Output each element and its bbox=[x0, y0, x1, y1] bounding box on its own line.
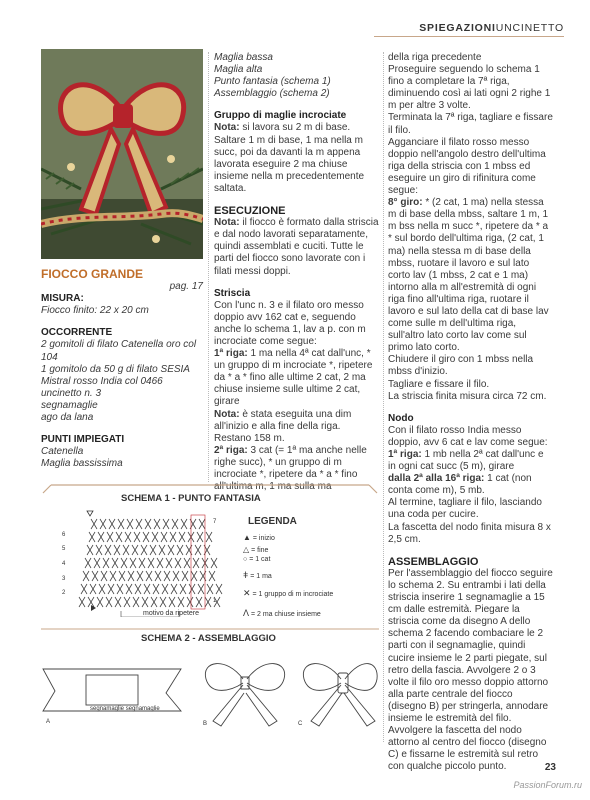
nodo-intro: Con il filato rosso India messo doppio, avv 6 cat e lav come segue: bbox=[388, 424, 548, 448]
stitch-mark bbox=[168, 545, 174, 555]
giro-8 bbox=[388, 197, 553, 354]
stitch-mark bbox=[106, 597, 112, 607]
chain-icon: ○ bbox=[243, 556, 248, 563]
restano-text: Restano 158 m. bbox=[214, 432, 285, 444]
stitch-mark bbox=[123, 545, 129, 555]
column-2 bbox=[214, 52, 379, 493]
stitch-mark bbox=[151, 597, 157, 607]
stitch-mark bbox=[96, 545, 102, 555]
stitch-mark bbox=[142, 597, 148, 607]
punti-item: Assemblaggio (schema 2) bbox=[214, 88, 330, 100]
occorrente-heading: OCCORRENTE bbox=[41, 327, 113, 339]
stitch-mark bbox=[144, 584, 150, 594]
row-number: 5 bbox=[62, 546, 66, 552]
stitch-mark bbox=[110, 571, 116, 581]
drawing-label-c: C bbox=[298, 721, 303, 727]
nota-label: Nota: bbox=[214, 217, 240, 229]
row-number: 2 bbox=[62, 590, 66, 596]
stitch-mark bbox=[114, 545, 120, 555]
striscia-heading: Striscia bbox=[214, 287, 251, 299]
stitch-mark bbox=[139, 558, 145, 568]
nota-text: si lavora su 2 m di base. bbox=[239, 122, 351, 134]
legend-ma bbox=[243, 570, 272, 580]
stitch-mark bbox=[100, 519, 106, 529]
gruppo-nota bbox=[214, 122, 379, 134]
stitch-mark bbox=[193, 558, 199, 568]
stitch-mark bbox=[135, 584, 141, 594]
legend-label: = 2 ma chiuse insieme bbox=[250, 611, 321, 618]
nodo-riga-1 bbox=[388, 449, 553, 473]
legend-inizio bbox=[243, 533, 275, 542]
paragraph: Proseguire seguendo lo schema 1 fino a completare la 7ª riga, diminuendo così ai lati ogni 2 righe 1 m per altre 3 volte. bbox=[388, 64, 551, 112]
esecuzione-nota bbox=[214, 217, 379, 277]
paragraph: Terminata la 7ª riga, tagliare e fissare il filo. bbox=[388, 112, 553, 136]
stitch-mark bbox=[163, 519, 169, 529]
stitch-mark bbox=[205, 597, 211, 607]
column-divider bbox=[208, 52, 209, 482]
occorrente-item: 2 gomitoli di filato Catenella oro col 104 bbox=[41, 339, 197, 363]
riga-text: 3 cat (= 1ª ma anche nelle righe succ), * un gruppo di m incrociate *, ripetere da * a * fino all'ultima m, 1 ma sulla ma bbox=[214, 444, 367, 493]
assemblaggio-heading: ASSEMBLAGGIO bbox=[388, 555, 479, 568]
stitch-mark bbox=[83, 571, 89, 581]
stitch-mark bbox=[157, 558, 163, 568]
stitch-mark bbox=[133, 597, 139, 607]
paragraph: La striscia finita misura circa 72 cm. bbox=[388, 390, 547, 402]
riga-label: 1ª riga: bbox=[388, 449, 422, 460]
stitch-mark bbox=[175, 558, 181, 568]
stitch-mark bbox=[161, 532, 167, 542]
stitch-mark bbox=[109, 519, 115, 529]
gruppo-text: Saltare 1 m di base, 1 ma nella m succ, poi da davanti la m appena lavorata eseguire 2 ma chiuse insieme nella m precedentemente saltata. bbox=[214, 134, 365, 194]
row-number: 4 bbox=[62, 561, 66, 567]
stitch-mark bbox=[211, 558, 217, 568]
stitch-mark bbox=[169, 597, 175, 607]
stitch-mark bbox=[153, 584, 159, 594]
column-1 bbox=[41, 268, 203, 470]
stitch-mark bbox=[155, 571, 161, 581]
stitch-mark bbox=[154, 519, 160, 529]
running-header bbox=[419, 22, 564, 34]
schema-2-title: SCHEMA 2 - ASSEMBLAGGIO bbox=[141, 633, 276, 644]
assemblaggio-text: Per l'assemblaggio del fiocco seguire lo schema 2. Su entrambi i lati della striscia inserire 1 segnamaglie a 15 cm dalle estremità. Piegare la striscia come da disegno A dello schema 2 facendo combaciare le 2 parti con il segnamaglie, quindi cucire insieme le 2 parti piegate, sul retro della fascia. Avvolgere 2 o 3 volte il filo oro messo doppio attorno alla parte centrale del fiocco (disegno B) per stringerla, annodare insieme le estremità del filo. Avvolgere la fascetta del nodo attorno al centro del fiocco (disegno C) e fissarne le estremità sul retro con qualche piccolo punto. bbox=[388, 567, 553, 773]
row-number: 1 bbox=[213, 598, 217, 604]
stitch-mark bbox=[189, 584, 195, 594]
stitch-mark bbox=[141, 545, 147, 555]
motivo-label: motivo da ripetere bbox=[143, 610, 200, 617]
stitch-mark bbox=[112, 558, 118, 568]
stitch-mark bbox=[209, 571, 215, 581]
riga-label: dalla 2ª alla 16ª riga: bbox=[388, 473, 485, 485]
stitch-mark bbox=[206, 532, 212, 542]
drawing-label-b: B bbox=[203, 721, 208, 727]
nodo-righe-2-16 bbox=[388, 473, 553, 497]
stitch-mark bbox=[143, 532, 149, 542]
giro-label: 8° giro: bbox=[388, 197, 423, 209]
giro-text: * (2 cat, 1 ma) nella stessa m di base della mbss, saltare 1 m, 1 m bss nella m succ *, ripetere da * a * sul bordo dell'ultima riga, (2 cat, 1 ma) nella stessa m di base della mbss, ruotare il lavoro e sul lato corto lav (1 mbss, 2 cat e 1 ma) intorno alla m all'estremità di ogni riga fino all'ultima riga, ruotare il lavoro e sul lato della cat di base lav come sulle m dell'ultima riga, sull'altro lato corto lav come sul primo lato corto. bbox=[388, 197, 549, 354]
stitch-mark bbox=[132, 545, 138, 555]
stitch-mark bbox=[179, 532, 185, 542]
stitch-mark bbox=[173, 571, 179, 581]
gruppo-heading: Gruppo di maglie incrociate bbox=[214, 110, 347, 122]
stitch-mark bbox=[116, 532, 122, 542]
paragraph: Chiudere il giro con 1 mbss nella mbss d'inizio. bbox=[388, 354, 534, 378]
stitch-mark bbox=[125, 532, 131, 542]
stitch-mark bbox=[182, 571, 188, 581]
row-number: 6 bbox=[62, 532, 66, 538]
stitch-mark bbox=[97, 597, 103, 607]
riga-label: 2ª riga: bbox=[214, 444, 248, 456]
occorrente-item: segnamaglie bbox=[41, 399, 98, 411]
stitch-mark bbox=[166, 558, 172, 568]
riga-text: 1 cat (non conta come m), 5 mb. bbox=[388, 473, 532, 497]
legend-cat bbox=[243, 556, 270, 563]
stitch-mark bbox=[81, 584, 87, 594]
occorrente-item: ago da lana bbox=[41, 412, 94, 424]
stitch-mark bbox=[85, 558, 91, 568]
punti-item: Catenella bbox=[41, 446, 84, 458]
stitch-mark bbox=[118, 519, 124, 529]
stitch-mark bbox=[105, 545, 111, 555]
nota-text: il fiocco è formato dalla striscia e dal nodo lavorati separatamente, quindi assemblati e cuciti. Tutte le parti del fiocco sono lavorate con i filati messi doppi. bbox=[214, 217, 379, 277]
segnamaglie-label bbox=[90, 706, 160, 712]
stitch-mark bbox=[207, 584, 213, 594]
column-3 bbox=[388, 52, 553, 773]
misura-text: Fiocco finito: 22 x 20 cm bbox=[41, 305, 149, 317]
stitch-mark bbox=[92, 571, 98, 581]
stitch-mark bbox=[184, 558, 190, 568]
crossed-stitch-icon: ✕ bbox=[243, 588, 251, 598]
riga-text: 1 mb nella 2ª cat dall'unc e in ogni cat succ (5 m), girare bbox=[388, 449, 544, 473]
striscia-intro: Con l'unc n. 3 e il filato oro messo doppio avv 162 cat e, seguendo anche lo schema 1, lav a p. con m incrociate come segue: bbox=[214, 299, 366, 347]
stitch-mark bbox=[91, 519, 97, 529]
legend-label: = inizio bbox=[252, 535, 275, 542]
paragraph: La fascetta del nodo finita misura 8 x 2,5 cm. bbox=[388, 521, 551, 545]
row-number: 7 bbox=[213, 519, 217, 525]
stitch-mark bbox=[79, 597, 85, 607]
header-section: SPIEGAZIONI bbox=[419, 22, 496, 34]
stitch-mark bbox=[171, 584, 177, 594]
nota-label: Nota: bbox=[214, 122, 240, 134]
punti-item: Maglia bassa bbox=[214, 52, 273, 63]
legend-2ma bbox=[243, 608, 321, 618]
paragraph: Al termine, tagliare il filo, lasciando una coda per cucire. bbox=[388, 497, 542, 521]
stitch-mark bbox=[152, 532, 158, 542]
stitch-mark bbox=[198, 584, 204, 594]
paragraph: della riga precedente bbox=[388, 52, 482, 63]
stitch-mark bbox=[137, 571, 143, 581]
stitch-mark bbox=[130, 558, 136, 568]
stitch-mark bbox=[90, 584, 96, 594]
stitch-mark bbox=[108, 584, 114, 594]
stitch-mark bbox=[180, 584, 186, 594]
stitch-mark bbox=[181, 519, 187, 529]
schema-1-title: SCHEMA 1 - PUNTO FANTASIA bbox=[121, 493, 261, 504]
punti-item: Maglia bassissima bbox=[41, 458, 123, 470]
stitch-mark bbox=[128, 571, 134, 581]
stitch-mark bbox=[115, 597, 121, 607]
stitch-mark bbox=[89, 532, 95, 542]
segnamaglie-left: segnamaglie bbox=[90, 706, 125, 712]
occorrente-item: uncinetto n. 3 bbox=[41, 387, 102, 399]
stitch-mark bbox=[187, 597, 193, 607]
punti-item: Punto fantasia (schema 1) bbox=[214, 76, 331, 88]
legend-title: LEGENDA bbox=[248, 516, 297, 527]
stitch-mark bbox=[101, 571, 107, 581]
legend-label: = 1 gruppo di m incrociate bbox=[252, 591, 334, 598]
watermark: PassionForum.ru bbox=[513, 780, 582, 790]
header-rule bbox=[374, 36, 564, 37]
drawing-label-a: A bbox=[46, 719, 51, 725]
stitch-mark bbox=[172, 519, 178, 529]
legend-label: = fine bbox=[251, 547, 269, 554]
stitch-mark bbox=[148, 558, 154, 568]
stitch-mark bbox=[107, 532, 113, 542]
column-divider bbox=[383, 52, 384, 742]
segnamaglie-right: segnamaglie bbox=[125, 706, 160, 712]
stitch-mark bbox=[199, 519, 205, 529]
stitch-mark bbox=[99, 584, 105, 594]
nota-text: è stata eseguita una dim all'inizio e alla fine della riga. bbox=[214, 408, 352, 432]
nodo-heading: Nodo bbox=[388, 412, 414, 424]
triangle-outline-icon: △ bbox=[243, 545, 250, 554]
punti-heading: PUNTI IMPIEGATI bbox=[41, 434, 125, 446]
row-number: 3 bbox=[62, 576, 66, 582]
pattern-title: FIOCCO GRANDE bbox=[41, 267, 143, 281]
stitch-mark bbox=[117, 584, 123, 594]
stitch-mark bbox=[94, 558, 100, 568]
riga-text: 1 ma nella 4ª cat dall'unc, * un gruppo di m incrociate *, ripetere da * a * fino alle ultime 2 cat, 2 ma chiuse insieme sulle ultime 2 cat, girare bbox=[214, 348, 373, 408]
stitch-mark bbox=[162, 584, 168, 594]
stitch-mark bbox=[216, 584, 222, 594]
riga-1 bbox=[214, 348, 379, 408]
stitch-mark bbox=[146, 571, 152, 581]
misura-heading: MISURA: bbox=[41, 293, 84, 305]
legend-label: = 1 ma bbox=[250, 573, 272, 580]
stitch-mark bbox=[103, 558, 109, 568]
bow-photo bbox=[41, 49, 203, 259]
bow-photo-illustration bbox=[41, 49, 203, 259]
stitch-mark bbox=[145, 519, 151, 529]
legend-gruppo bbox=[243, 588, 333, 599]
nota-label: Nota: bbox=[214, 408, 240, 420]
stitch-mark bbox=[191, 571, 197, 581]
schema-1-chart bbox=[69, 507, 229, 617]
stitch-mark bbox=[197, 532, 203, 542]
punti-item: Maglia alta bbox=[214, 64, 263, 76]
legend-fine bbox=[243, 545, 268, 554]
stitch-mark bbox=[177, 545, 183, 555]
stitch-mark bbox=[170, 532, 176, 542]
stitch-mark bbox=[178, 597, 184, 607]
stitch-mark bbox=[126, 584, 132, 594]
header-section-b: UNCINETTO bbox=[495, 22, 564, 34]
stitch-mark bbox=[98, 532, 104, 542]
stitch-mark bbox=[136, 519, 142, 529]
nota-dim bbox=[214, 409, 379, 433]
page-number: 23 bbox=[544, 762, 556, 773]
paragraph: Agganciare il filato rosso messo doppio nell'angolo destro dell'ultima riga della striscia con 1 mbss ed eseguire un giro di rifinitura come segue: bbox=[388, 136, 546, 197]
stitch-mark bbox=[196, 597, 202, 607]
stitch-mark bbox=[159, 545, 165, 555]
stitch-mark bbox=[87, 545, 93, 555]
paragraph: Tagliare e fissare il filo. bbox=[388, 378, 490, 390]
stitch-mark bbox=[150, 545, 156, 555]
stitch-mark bbox=[195, 545, 201, 555]
riga-label: 1ª riga: bbox=[214, 348, 248, 360]
esecuzione-heading: ESECUZIONE bbox=[214, 205, 286, 218]
page-reference: pag. 17 bbox=[169, 281, 203, 293]
schema-area bbox=[41, 483, 379, 731]
stitch-mark bbox=[119, 571, 125, 581]
schema-2-drawings bbox=[41, 651, 379, 731]
double-crochet-icon: ǂ bbox=[243, 570, 249, 580]
stitch-mark bbox=[127, 519, 133, 529]
legend-label: = 1 cat bbox=[249, 556, 271, 563]
stitch-mark bbox=[124, 597, 130, 607]
stitch-mark bbox=[164, 571, 170, 581]
stitch-mark bbox=[160, 597, 166, 607]
decrease-icon: Λ bbox=[243, 608, 250, 618]
stitch-mark bbox=[134, 532, 140, 542]
stitch-mark bbox=[121, 558, 127, 568]
occorrente-item: 1 gomitolo da 50 g di filato SESIA Mistral rosso India col 0466 bbox=[41, 363, 190, 387]
triangle-icon: ▲ bbox=[243, 533, 251, 542]
